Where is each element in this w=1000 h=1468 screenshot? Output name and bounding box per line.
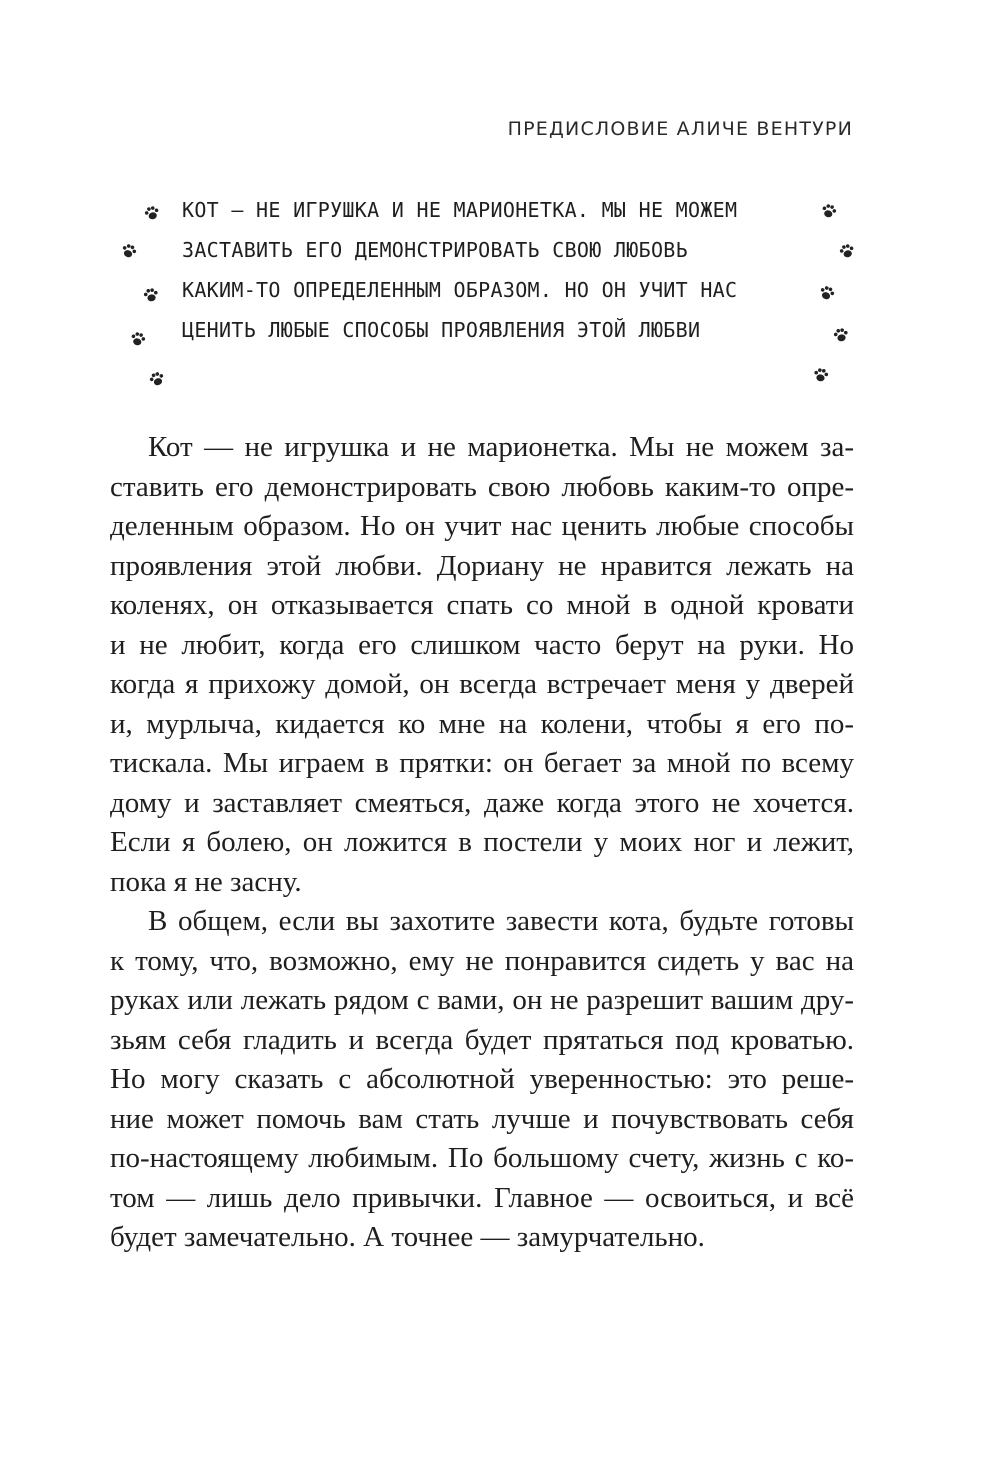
text-line: по-настоящему любимым. По большому счету, жизнь с ко- [110,1142,854,1174]
pull-quote-line: ЦЕНИТЬ ЛЮБЫЕ СПОСОБЫ ПРОЯВЛЕНИЯ ЭТОЙ ЛЮБВИ [182,318,701,342]
text-line: пока я не засну. [110,865,302,898]
paw-print-icon [811,365,832,386]
text-line: ние может помочь вам стать лучше и почувствовать себя [110,1102,854,1135]
text-line: зьям себя гладить и всегда будет прятаться под кроватью. [110,1023,854,1056]
text-line: к тому, что, возможно, ему не понравится сидеть у вас на [110,944,854,977]
text-line: ставить его демонстрировать свою любовь каким-то опре- [110,470,854,503]
text-line: проявления этой любви. Дориану не нравится лежать на [110,549,854,582]
paw-print-icon [127,328,149,350]
paw-print-icon [117,239,140,262]
text-line: том — лишь дело привычки. Главное — освоиться, и всё [110,1181,854,1214]
text-line: деленным образом. Но он учит нас ценить любые способы [110,510,854,542]
text-line: и не любит, когда его слишком часто берут на руки. Но [110,628,854,661]
text-line: тискала. Мы играем в прятки: он бегает за мной по всему [110,747,854,779]
text-line: когда я прихожу домой, он всегда встречает меня у дверей [110,668,854,700]
paragraph-2 [110,902,854,1258]
paw-print-icon [831,325,852,346]
pull-quote-line: ЗАСТАВИТЬ ЕГО ДЕМОНСТРИРОВАТЬ СВОЮ ЛЮБОВЬ [182,238,688,262]
text-line: Кот — не игрушка и не марионетка. Мы не можем за- [148,431,854,463]
text-line: дому и заставляет смеяться, даже когда этого не хочется. [110,786,854,819]
body-text [110,428,854,1258]
pull-quote-line: КАКИМ-ТО ОПРЕДЕЛЕННЫМ ОБРАЗОМ. НО ОН УЧИТ НАС [182,278,738,302]
text-line: коленях, он отказывается спать со мной в одной кровати [110,589,854,621]
text-line: Но могу сказать с абсолютной уверенностью: это реше- [110,1063,854,1095]
paragraph-1 [110,428,854,902]
text-line: будет замечательно. А точнее — замурчательно. [110,1221,705,1253]
paw-print-icon [836,240,858,262]
pull-quote [182,190,822,350]
paw-print-icon [141,285,162,306]
text-line: руках или лежать рядом с вами, он не разрешит вашим дру- [110,984,854,1016]
text-line: В общем, если вы захотите завести кота, будьте готовы [148,905,854,937]
text-line: Если я болею, он ложится в постели у моих ног и лежит, [110,826,854,858]
paw-print-icon [145,367,168,390]
paw-print-icon [141,202,163,224]
text-line: и, мурлыча, кидается ко мне на колени, чтобы я его по- [110,707,854,740]
running-header: ПРЕДИСЛОВИЕ АЛИЧЕ ВЕНТУРИ [507,118,853,140]
pull-quote-line: КОТ — НЕ ИГРУШКА И НЕ МАРИОНЕТКА. МЫ НЕ МОЖЕМ [182,198,738,222]
